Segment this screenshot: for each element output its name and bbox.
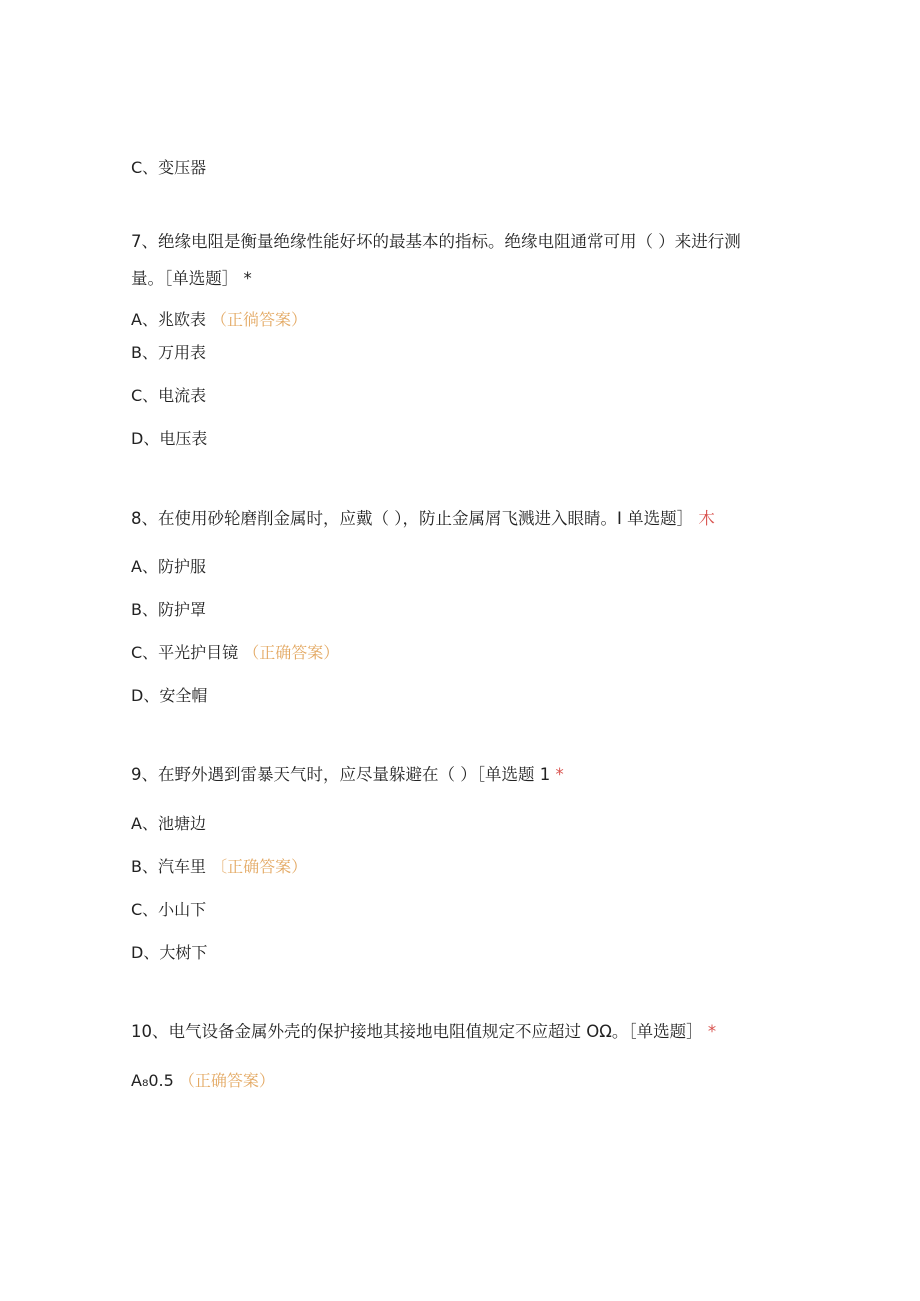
- option-label: D、电压表: [131, 429, 208, 448]
- required-star: *: [707, 1022, 717, 1041]
- q9-option-b[interactable]: [131, 856, 307, 878]
- option-label: A、防护服: [131, 557, 206, 576]
- correct-answer-tag: （正徜答案）: [211, 310, 308, 329]
- option-label: C、平光护目镜: [131, 643, 239, 662]
- q9-option-d[interactable]: [131, 942, 207, 964]
- q8-option-a[interactable]: [131, 556, 206, 578]
- correct-answer-tag: 〔正确答案）: [211, 857, 308, 876]
- option-label: B、汽车里: [131, 857, 206, 876]
- required-star: 木: [698, 509, 715, 528]
- option-label: C、电流表: [131, 386, 207, 405]
- q8-question: 8、在使用砂轮磨削金属时，应戴（ ），防止金属屑飞溅进入眼睛。I 单选题］ 木: [131, 509, 715, 528]
- option-label: B、万用表: [131, 343, 206, 362]
- q7-question-line2: 量。［单选题］ *: [131, 269, 252, 288]
- q7-option-d[interactable]: [131, 428, 207, 450]
- option-label: C、小山下: [131, 900, 207, 919]
- q8-option-b[interactable]: [131, 599, 206, 621]
- option-label: B、防护罩: [131, 600, 206, 619]
- option-label: D、安全帽: [131, 686, 208, 705]
- q9-question: 9、在野外遇到雷暴天气时，应尽量躲避在（ ）［单选题 1 *: [131, 765, 564, 784]
- q10-option-a[interactable]: [131, 1070, 275, 1092]
- option-label: C、变压器: [131, 158, 207, 177]
- correct-answer-tag: （正确答案）: [178, 1071, 275, 1090]
- option-label: A、池塘边: [131, 814, 206, 833]
- option-label: A、兆欧表: [131, 310, 206, 329]
- q9-option-c[interactable]: [131, 899, 206, 921]
- q7-question-line1: 7、绝缘电阻是衡量绝缘性能好坏的最基本的指标。绝缘电阻通常可用（ ）来进行测: [131, 232, 741, 251]
- required-star: *: [555, 765, 564, 784]
- q10-question: 10、电气设备金属外壳的保护接地其接地电阻值规定不应超过 OΩ。［单选题］ *: [131, 1022, 717, 1041]
- q8-option-c[interactable]: [131, 642, 339, 664]
- q8-option-d[interactable]: [131, 685, 207, 707]
- correct-answer-tag: （正确答案）: [243, 643, 340, 662]
- q7-option-a[interactable]: [131, 309, 307, 331]
- option-label: D、大树下: [131, 943, 208, 962]
- q7-option-c[interactable]: [131, 385, 206, 407]
- q9-option-a[interactable]: [131, 813, 206, 835]
- required-star: *: [243, 269, 252, 288]
- option-label: A₈0.5: [131, 1071, 174, 1090]
- q7-option-b[interactable]: [131, 342, 206, 364]
- q6-option-c[interactable]: [131, 157, 206, 179]
